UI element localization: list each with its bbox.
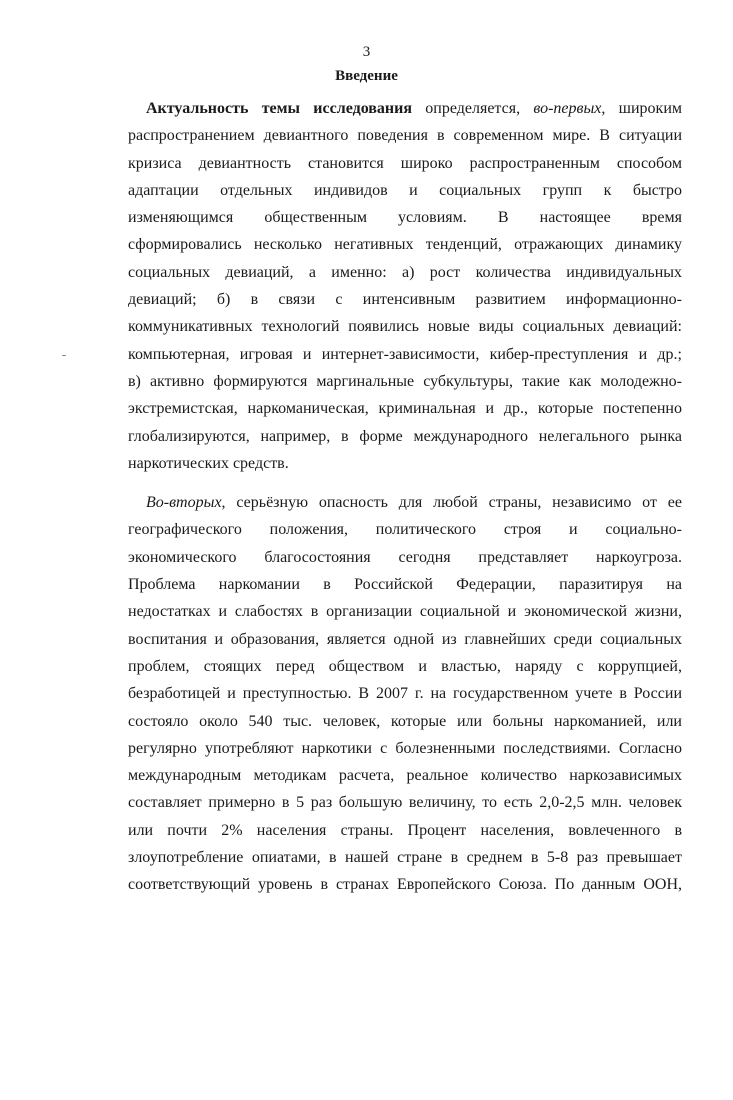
paragraph2-line: экономического благосостояния сегодня представляет наркоугроза. xyxy=(128,548,682,566)
page-number: 3 xyxy=(362,44,371,60)
paragraph2-line: географического положения, политического строя и социально- xyxy=(128,521,682,539)
paragraph2-line: соответствующий уровень в странах Европейского Союза. По данным ООН, xyxy=(128,876,682,894)
paragraph-gap xyxy=(128,477,682,489)
paragraph2-line: недостатках и слабостях в организации социальной и экономической жизни, xyxy=(128,603,682,621)
paragraph1-line: девиаций; б) в связи с интенсивным развитием информационно- xyxy=(128,291,682,309)
paragraph2-line: проблем, стоящих перед обществом и властью, наряду с коррупцией, xyxy=(128,657,682,675)
paragraph1-line: распространением девиантного поведения в современном мире. В ситуации xyxy=(128,127,682,145)
paragraph1-line: наркотических средств. xyxy=(128,454,289,472)
paragraph2-line: состояло около 540 тыс. человек, которые или больны наркоманией, или xyxy=(128,712,682,730)
topic-relevance-bold: Актуальность темы исследования xyxy=(146,100,413,117)
margin-mark xyxy=(62,355,66,356)
paragraph2-line: Проблема наркомании в Российской Федерации, паразитируя на xyxy=(128,576,682,594)
paragraph1-lead-text: определяется, xyxy=(412,100,534,117)
paragraph1-line: коммуникативных технологий появились новые виды социальных девиаций: xyxy=(128,318,682,336)
paragraph2-line: безработицей и преступностью. В 2007 г. на государственном учете в России xyxy=(128,685,682,703)
paragraph1-line: социальных девиаций, а именно: а) рост количества индивидуальных xyxy=(128,263,682,281)
section-heading: Введение xyxy=(335,68,398,84)
body-text xyxy=(128,95,682,899)
paragraph2-line: регулярно употребляют наркотики с болезненными последствиями. Согласно xyxy=(128,739,682,757)
second-point-italic: Во-вторых xyxy=(146,494,222,512)
paragraph1-line: кризиса девиантность становится широко распространенным способом xyxy=(128,154,682,172)
paragraph1-line: сформировались несколько негативных тенденций, отражающих динамику xyxy=(128,236,682,254)
paragraph2-line: или почти 2% населения страны. Процент населения, вовлеченного в xyxy=(128,821,682,839)
paragraph2-line: составляет примерно в 5 раз большую величину, то есть 2,0-2,5 млн. человек xyxy=(128,794,682,812)
paragraph2-first-line xyxy=(128,489,682,516)
paragraph2-lead-text: , серьёзную опасность для любой страны, независимо от ее xyxy=(221,494,682,512)
paragraph2-line: злоупотребление опиатами, в нашей стране в среднем в 5-8 раз превышает xyxy=(128,849,682,867)
paragraph2-line: международным методикам расчета, реальное количество наркозависимых xyxy=(128,767,682,785)
paragraph1-line: в) активно формируются маргинальные субкультуры, такие как молодежно- xyxy=(128,372,682,390)
paragraph2-line: воспитания и образования, является одной из главнейших среди социальных xyxy=(128,630,682,648)
paragraph1-line: адаптации отдельных индивидов и социальных групп к быстро xyxy=(128,181,682,199)
paragraph1-first-line xyxy=(128,95,682,122)
paragraph1-line: компьютерная, игровая и интернет-зависимости, кибер-преступления и др.; xyxy=(128,345,682,363)
paragraph1-line: изменяющимся общественным условиям. В настоящее время xyxy=(128,209,682,227)
paragraph1-lead-tail: , широким xyxy=(601,100,683,117)
paragraph1-line: экстремистская, наркоманическая, криминальная и др., которые постепенно xyxy=(128,400,682,418)
paragraph1-line: глобализируются, например, в форме международного нелегального рынка xyxy=(128,427,682,445)
first-point-italic: во-первых xyxy=(533,100,602,117)
